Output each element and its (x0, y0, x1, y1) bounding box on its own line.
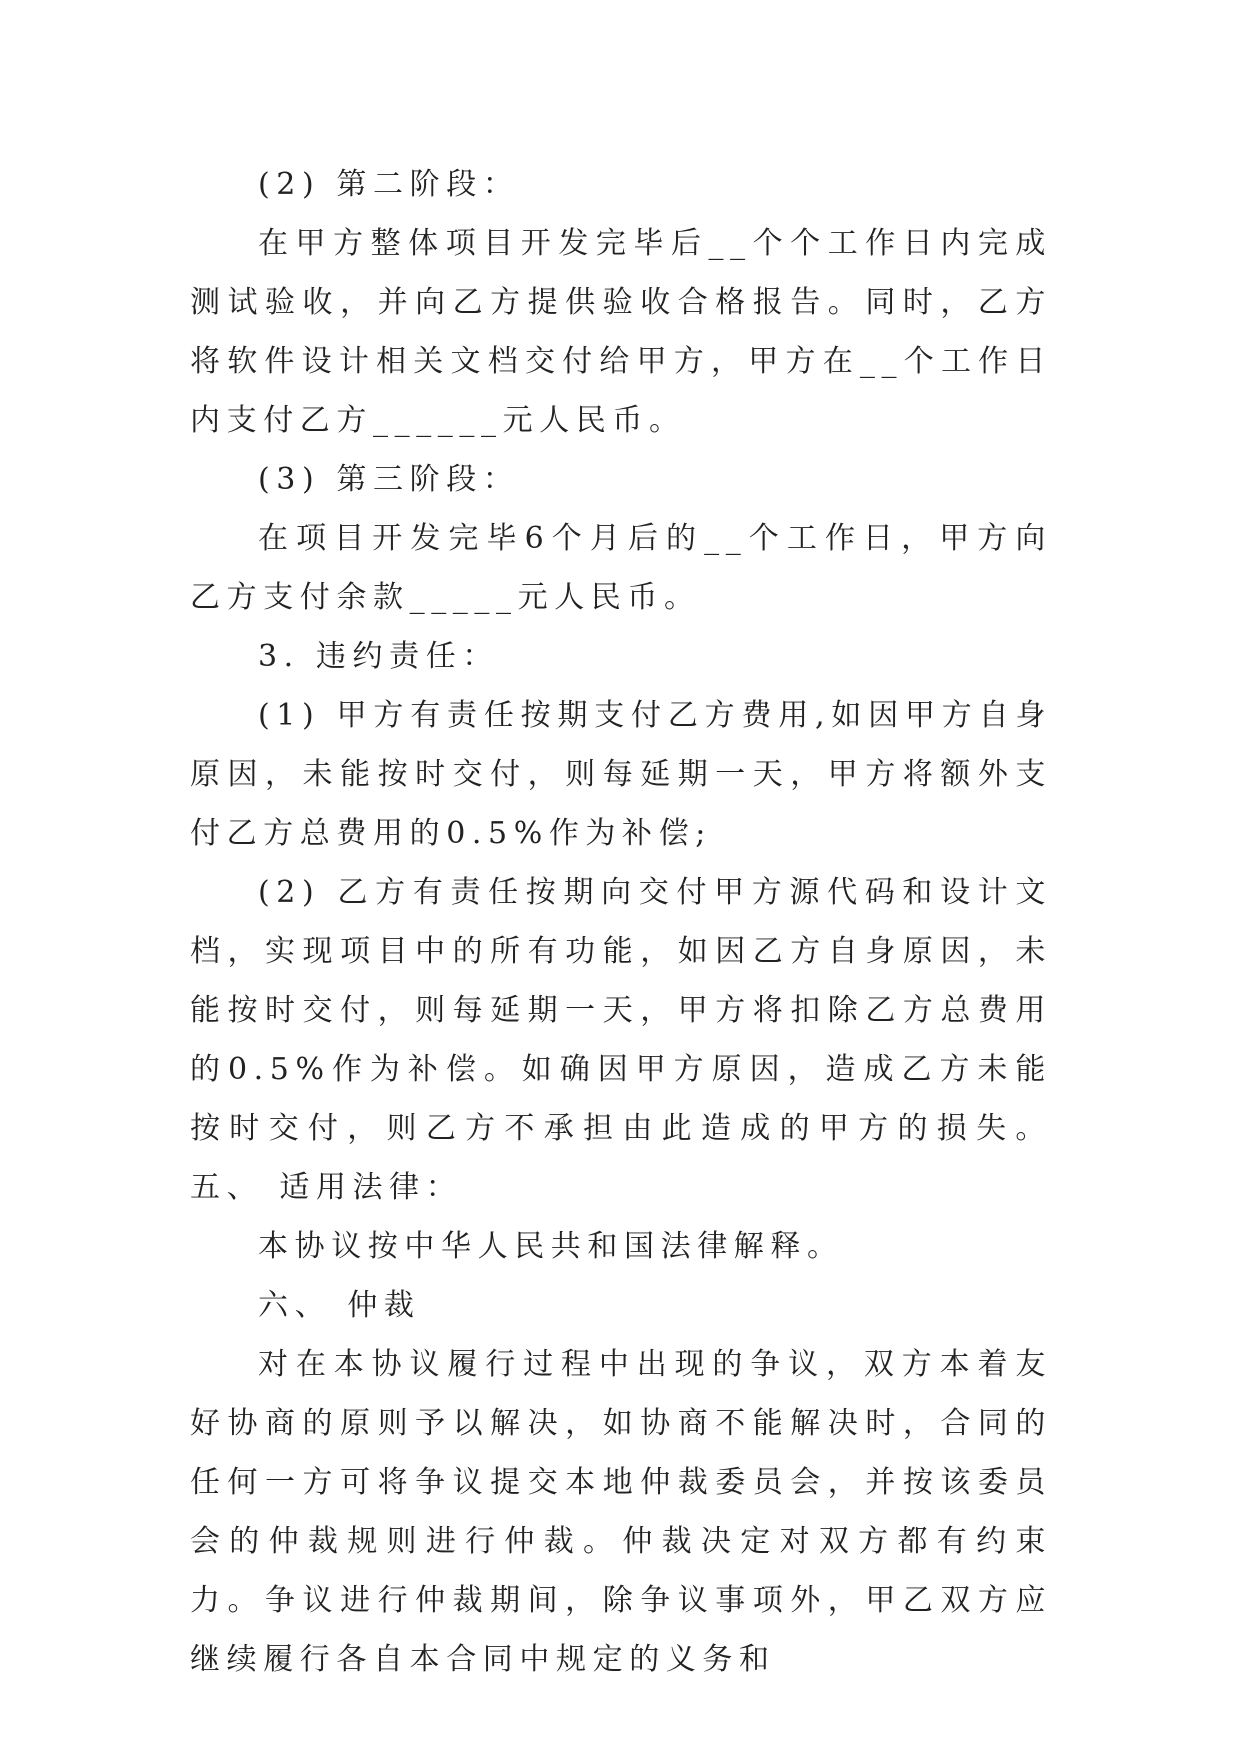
paragraph-arbitration-body: 对在本协议履行过程中出现的争议，双方本着友好协商的原则予以解决，如协商不能解决时，合同的任何一方可将争议提交本地仲裁委员会，并按该委员会的仲裁规则进行仲裁。仲裁决定对双方都有约束力。争议进行仲裁期间，除争议事项外，甲乙双方应继续履行各自本合同中规定的义务和 (190, 1347, 1052, 1677)
paragraph-breach-party-b: (2) 乙方有责任按期向交付甲方源代码和设计文档，实现项目中的所有功能，如因乙方自身原因，未能按时交付，则每延期一天，甲方将扣除乙方总费用的0.5%作为补偿。如确因甲方原因，造成乙方未能按时交付，则乙方不承担由此造成的甲方的损失。 五、 适用法律： (190, 875, 1052, 1205)
paragraph-stage-two-heading: (2) 第二阶段： (258, 167, 520, 202)
paragraph-breach-heading: 3. 违约责任： (258, 639, 499, 674)
paragraph-applicable-law: 本协议按中华人民共和国法律解释。 (258, 1229, 844, 1264)
paragraph-arbitration-heading: 六、 仲裁 (258, 1288, 421, 1323)
paragraph-stage-three-body: 在项目开发完毕6个月后的__个工作日，甲方向乙方支付余款_____元人民币。 (190, 521, 1052, 615)
document-body (190, 155, 1052, 1689)
paragraph-stage-two-body: 在甲方整体项目开发完毕后__个个工作日内完成测试验收，并向乙方提供验收合格报告。同时，乙方将软件设计相关文档交付给甲方，甲方在__个工作日内支付乙方______元人民币。 (190, 226, 1052, 438)
paragraph-breach-party-a: (1) 甲方有责任按期支付乙方费用,如因甲方自身原因，未能按时交付，则每延期一天，甲方将额外支付乙方总费用的0.5%作为补偿; (190, 698, 1052, 851)
paragraph-stage-three-heading: (3) 第三阶段： (258, 462, 520, 497)
